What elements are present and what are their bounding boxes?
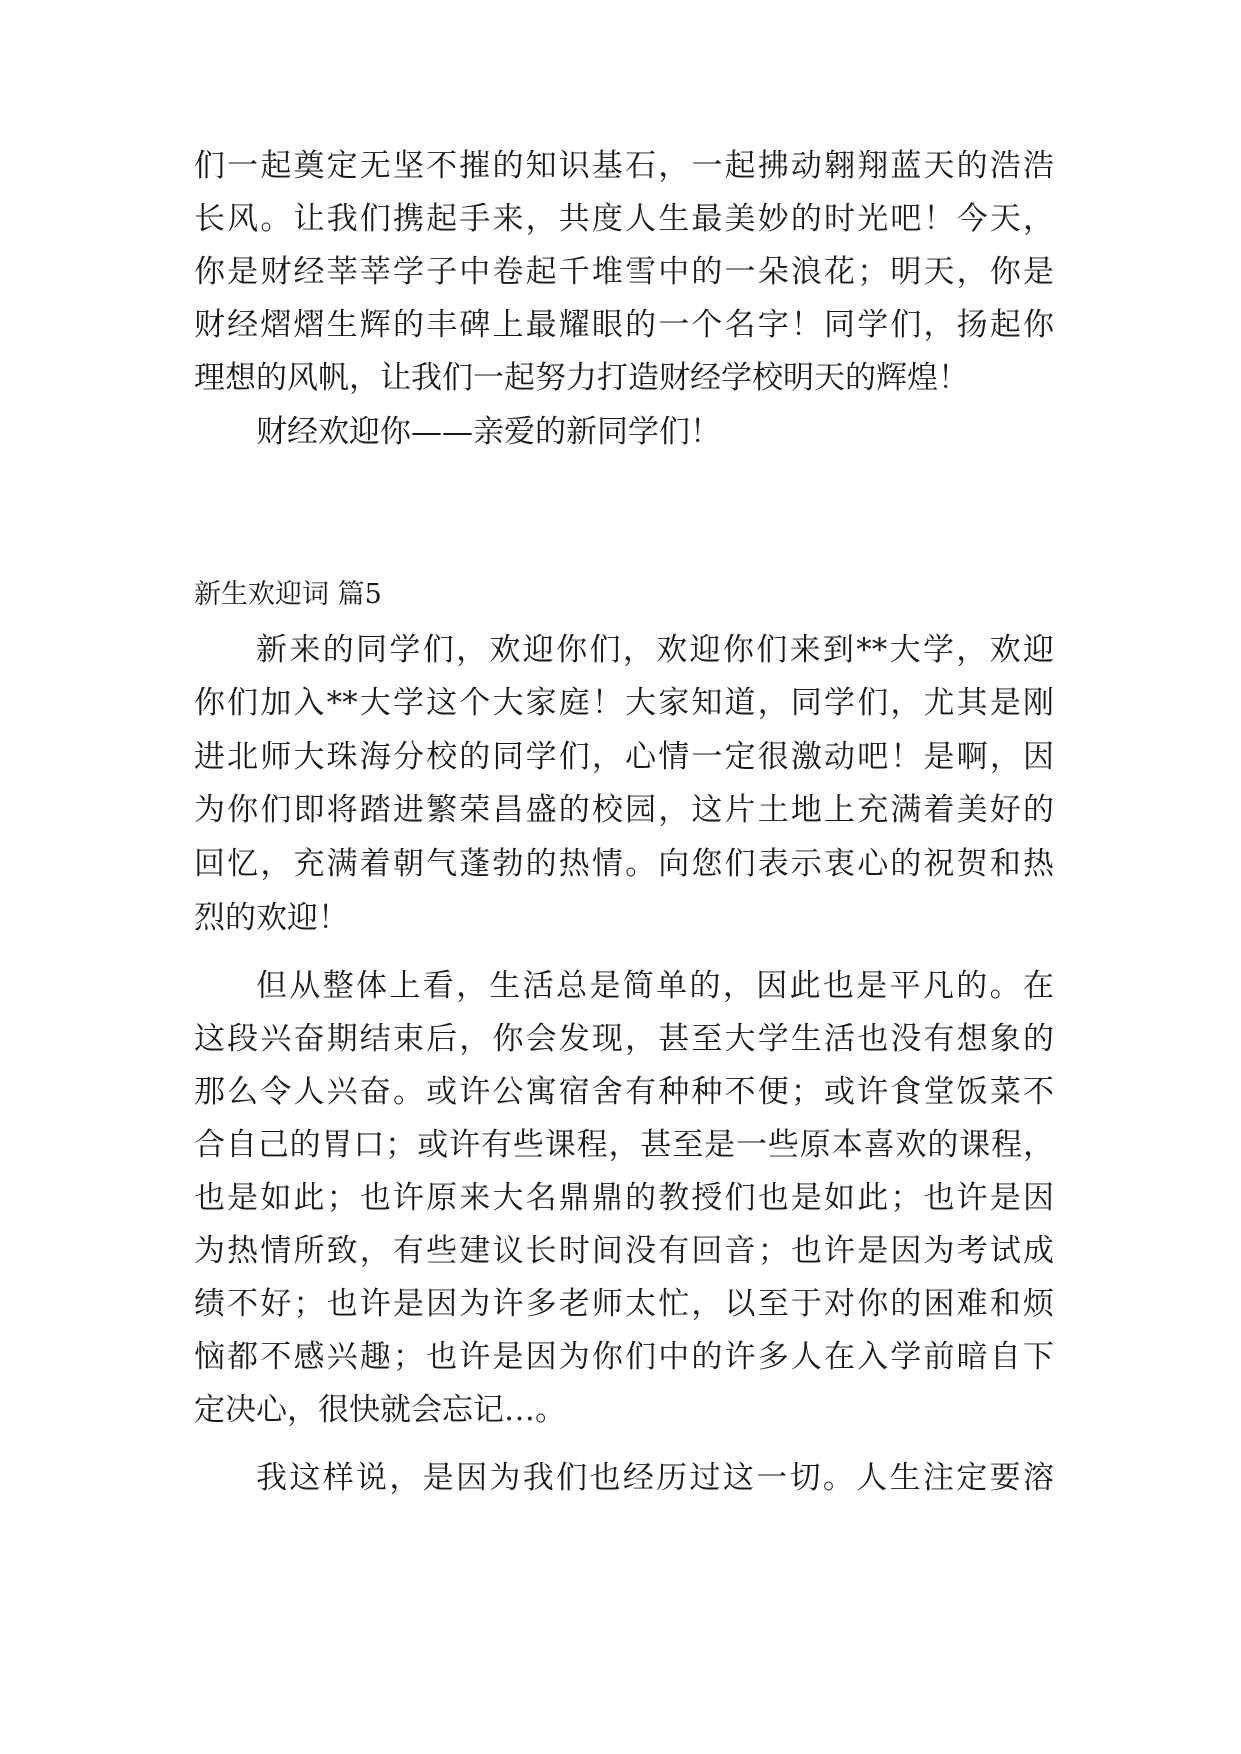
text-line: 财经熠熠生辉的丰碑上最耀眼的一个名字！同学们，扬起你 [194,307,1054,343]
text-line: 那么令人兴奋。或许公寓宿舍有种种不便；或许食堂饭菜不 [194,1074,1054,1110]
text-line: 为你们即将踏进繁荣昌盛的校园，这片土地上充满着美好的 [194,792,1054,828]
text-line: 进北师大珠海分校的同学们，心情一定很激动吧！是啊，因 [194,739,1054,775]
text-line: 也是如此；也许原来大名鼎鼎的教授们也是如此；也许是因 [194,1180,1054,1216]
text-line: 合自己的胃口；或许有些课程，甚至是一些原本喜欢的课程， [194,1127,1054,1163]
text-line: 你是财经莘莘学子中卷起千堆雪中的一朵浪花；明天，你是 [194,254,1054,290]
text-line: 但从整体上看，生活总是简单的，因此也是平凡的。在 [256,968,1054,1004]
text-line: 们一起奠定无坚不摧的知识基石，一起拂动翱翔蓝天的浩浩 [194,148,1054,184]
text-line: 理想的风帆，让我们一起努力打造财经学校明天的辉煌！ [194,360,969,396]
text-line: 绩不好；也许是因为许多老师太忙，以至于对你的困难和烦 [194,1286,1054,1322]
text-line: 回忆，充满着朝气蓬勃的热情。向您们表示衷心的祝贺和热 [194,846,1054,882]
text-line: 新来的同学们，欢迎你们，欢迎你们来到**大学，欢迎 [256,632,1054,668]
text-line: 定决心，很快就会忘记…。 [194,1392,566,1428]
section-heading: 新生欢迎词 篇5 [194,579,382,610]
closing-line: 财经欢迎你——亲爱的新同学们！ [256,414,721,450]
text-line: 长风。让我们携起手来，共度人生最美妙的时光吧！今天， [194,201,1054,237]
text-line: 这段兴奋期结束后，你会发现，甚至大学生活也没有想象的 [194,1021,1054,1057]
text-line: 恼都不感兴趣；也许是因为你们中的许多人在入学前暗自下 [194,1339,1054,1375]
text-line: 为热情所致，有些建议长时间没有回音；也许是因为考试成 [194,1233,1054,1269]
text-line: 烈的欢迎！ [194,900,349,936]
text-line: 我这样说，是因为我们也经历过这一切。人生注定要溶 [256,1460,1054,1496]
text-line: 你们加入**大学这个大家庭！大家知道，同学们，尤其是刚 [194,685,1054,721]
